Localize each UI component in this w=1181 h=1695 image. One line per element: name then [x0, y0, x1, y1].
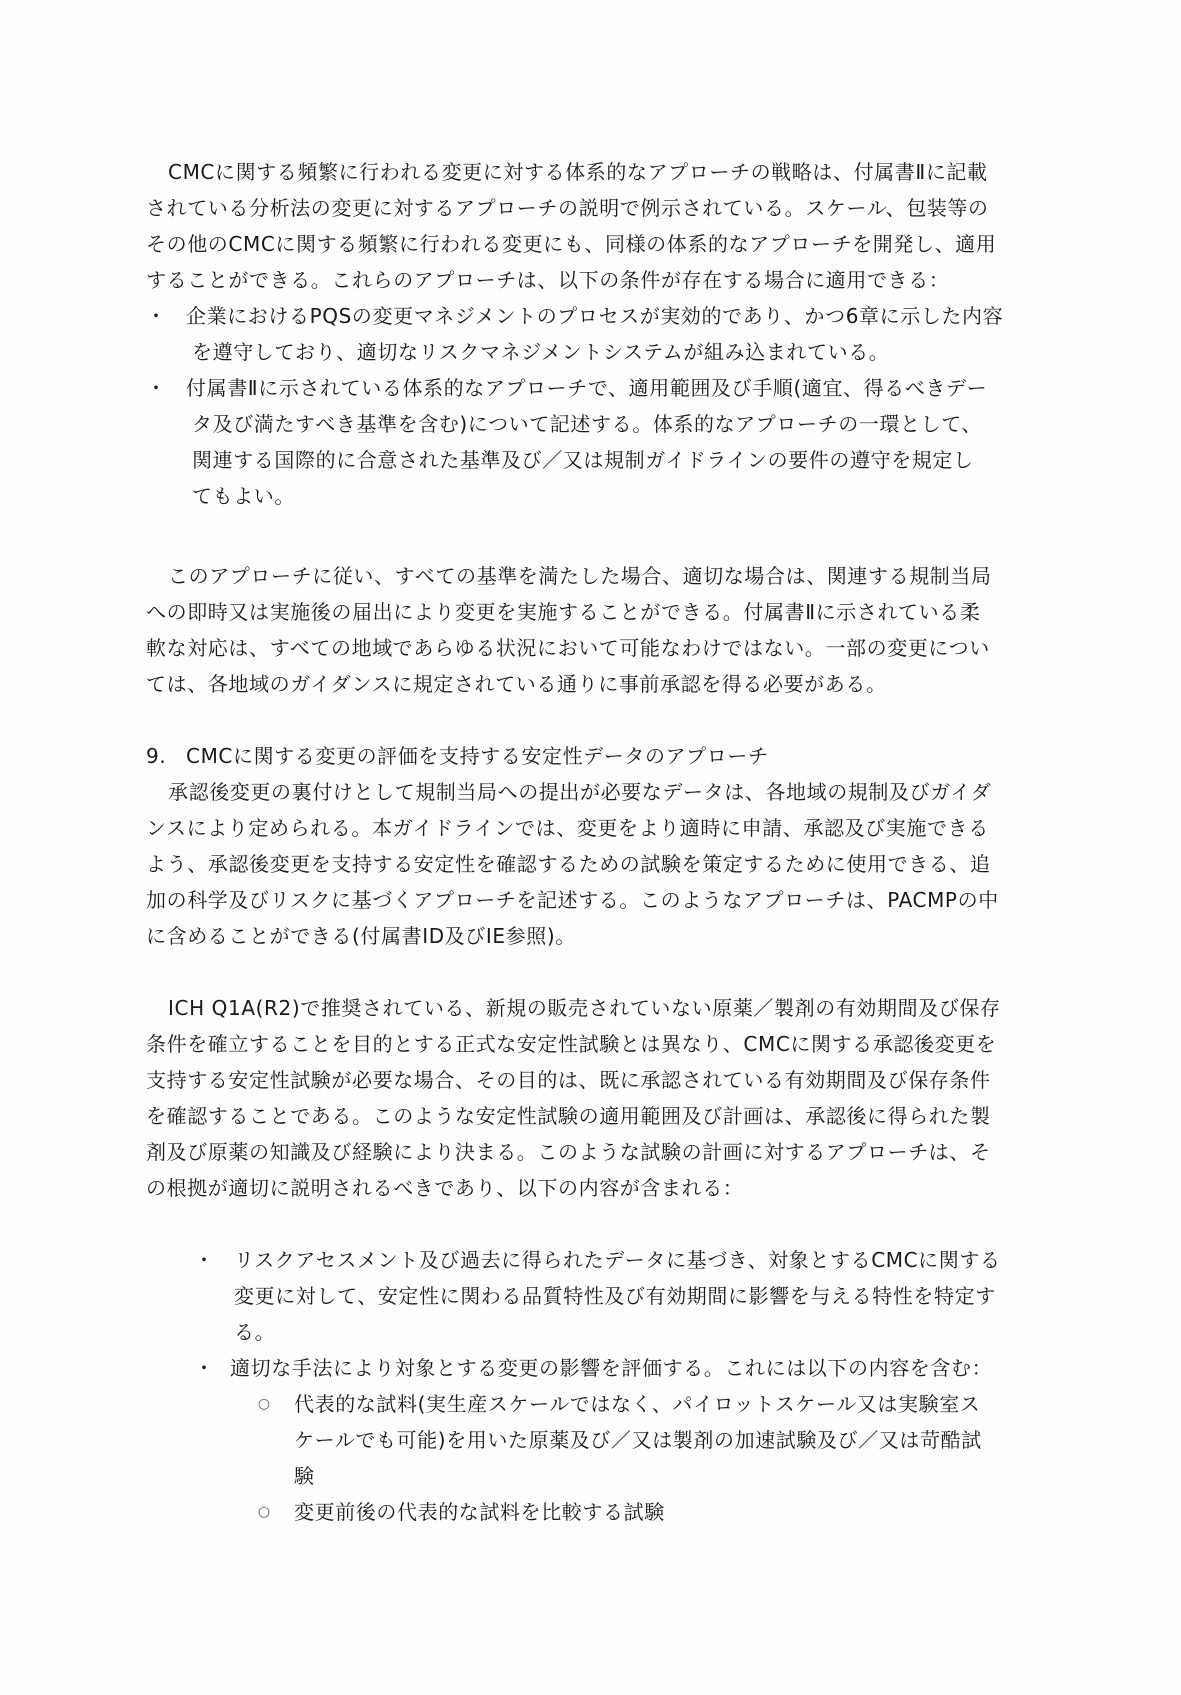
- sublist-item-comparison-testing: [146, 1494, 1032, 1530]
- text-line: 支持する安定性試験が必要な場合、その目的は、既に承認されている有効期間及び保存条件: [146, 1068, 991, 1092]
- text-line: ンスにより定められる。本ガイドラインでは、変更をより適時に申請、承認及び実施できる: [146, 816, 989, 840]
- spacer: [146, 702, 1032, 738]
- paragraph-notification: [146, 558, 1032, 702]
- text-line: への即時又は実施後の届出により変更を実施することができる。付属書Ⅱに示されている柔: [146, 600, 981, 624]
- bullet-dot-icon: ・: [194, 1248, 214, 1272]
- text-line: されている分析法の変更に対するアプローチの説明で例示されている。スケール、包装等の: [146, 196, 989, 220]
- condition-item-annex-ii: [146, 370, 1032, 514]
- text-line: ICH Q1A(R2)で推奨されている、新規の販売されていない原薬／製剤の有効期間及び保存: [168, 996, 1001, 1020]
- text-line: 関連する国際的に合意された基準及び／又は規制ガイドラインの要件の遵守を規定し: [192, 448, 974, 472]
- text-line: の根拠が適切に説明されるべきであり、以下の内容が含まれる：: [146, 1176, 744, 1200]
- text-line: よう、承認後変更を支持する安定性を確認するための試験を策定するために使用できる、追: [146, 852, 991, 876]
- text-line: 験: [294, 1464, 315, 1488]
- paragraph-systematic-approach: [146, 154, 1032, 298]
- text-line: 剤及び原薬の知識及び経験により決まる。このような試験の計画に対するアプローチは、そ: [146, 1140, 991, 1164]
- text-line: 変更に対して、安定性に関わる品質特性及び有効期間に影響を与える特性を特定す: [234, 1284, 996, 1308]
- text-line: タ及び満たすべき基準を含む)について記述する。体系的なアプローチの一環として、: [192, 412, 983, 436]
- list-item-evaluate-impact: [146, 1350, 1032, 1386]
- text-line: 代表的な試料(実生産スケールではなく、パイロットスケール又は実験室ス: [294, 1392, 981, 1416]
- text-line: 承認後変更の裏付けとして規制当局への提出が必要なデータは、各地域の規制及びガイダ: [168, 780, 992, 804]
- text-line: を確認することである。このような安定性試験の適用範囲及び計画は、承認後に得られた製: [146, 1104, 991, 1128]
- spacer: [146, 514, 1032, 558]
- condition-item-pqs: [146, 298, 1032, 370]
- circle-bullet-icon: ○: [257, 1396, 271, 1412]
- text-line: に含めることができる(付属書ⅠD及びⅠE参照)。: [146, 924, 576, 948]
- bullet-dot-icon: ・: [146, 376, 166, 400]
- paragraph-ich-q1a: [146, 990, 1032, 1206]
- sublist-item-accelerated-testing: [146, 1386, 1032, 1494]
- section-title: CMCに関する変更の評価を支持する安定性データのアプローチ: [186, 744, 769, 768]
- text-line: 付属書Ⅱに示されている体系的なアプローチで、適用範囲及び手順(適宜、得るべきデー: [186, 376, 988, 400]
- text-line: 企業におけるPQSの変更マネジメントのプロセスが実効的であり、かつ6章に示した内容: [186, 304, 1004, 328]
- paragraph-stability-data: [146, 774, 1032, 954]
- section-number: 9.: [146, 744, 167, 768]
- text-line: このアプローチに従い、すべての基準を満たした場合、適切な場合は、関連する規制当局: [168, 564, 992, 588]
- text-line: る。: [234, 1320, 276, 1344]
- text-line: 条件を確立することを目的とする正式な安定性試験とは異なり、CMCに関する承認後変更を: [146, 1032, 997, 1056]
- spacer: [146, 954, 1032, 990]
- text-line: 加の科学及びリスクに基づくアプローチを記述する。このようなアプローチは、PACMPの中: [146, 888, 999, 912]
- spacer: [146, 1206, 1032, 1242]
- text-line: CMCに関する頻繁に行われる変更に対する体系的なアプローチの戦略は、付属書Ⅱに記載: [168, 160, 988, 184]
- text-line: 適切な手法により対象とする変更の影響を評価する。これには以下の内容を含む：: [230, 1356, 993, 1380]
- text-line: 軟な対応は、すべての地域であらゆる状況において可能なわけではない。一部の変更につい: [146, 636, 990, 660]
- text-line: てもよい。: [192, 484, 295, 508]
- text-line: を遵守しており、適切なリスクマネジメントシステムが組み込まれている。: [192, 340, 890, 364]
- circle-bullet-icon: ○: [257, 1504, 271, 1520]
- bullet-dot-icon: ・: [194, 1356, 214, 1380]
- text-line: 変更前後の代表的な試料を比較する試験: [294, 1500, 665, 1524]
- text-line: ては、各地域のガイダンスに規定されている通りに事前承認を得る必要がある。: [146, 672, 887, 696]
- section-9-heading: [146, 738, 1032, 774]
- document-page: [146, 154, 1032, 1530]
- text-line: リスクアセスメント及び過去に得られたデータに基づき、対象とするCMCに関する: [234, 1248, 1001, 1272]
- text-line: することができる。これらのアプローチは、以下の条件が存在する場合に適用できる：: [146, 268, 950, 292]
- text-line: ケールでも可能)を用いた原薬及び／又は製剤の加速試験及び／又は苛酷試: [294, 1428, 982, 1452]
- bullet-dot-icon: ・: [146, 304, 166, 328]
- list-item-risk-assessment: [146, 1242, 1032, 1350]
- text-line: その他のCMCに関する頻繁に行われる変更にも、同様の体系的なアプローチを開発し、適用: [146, 232, 997, 256]
